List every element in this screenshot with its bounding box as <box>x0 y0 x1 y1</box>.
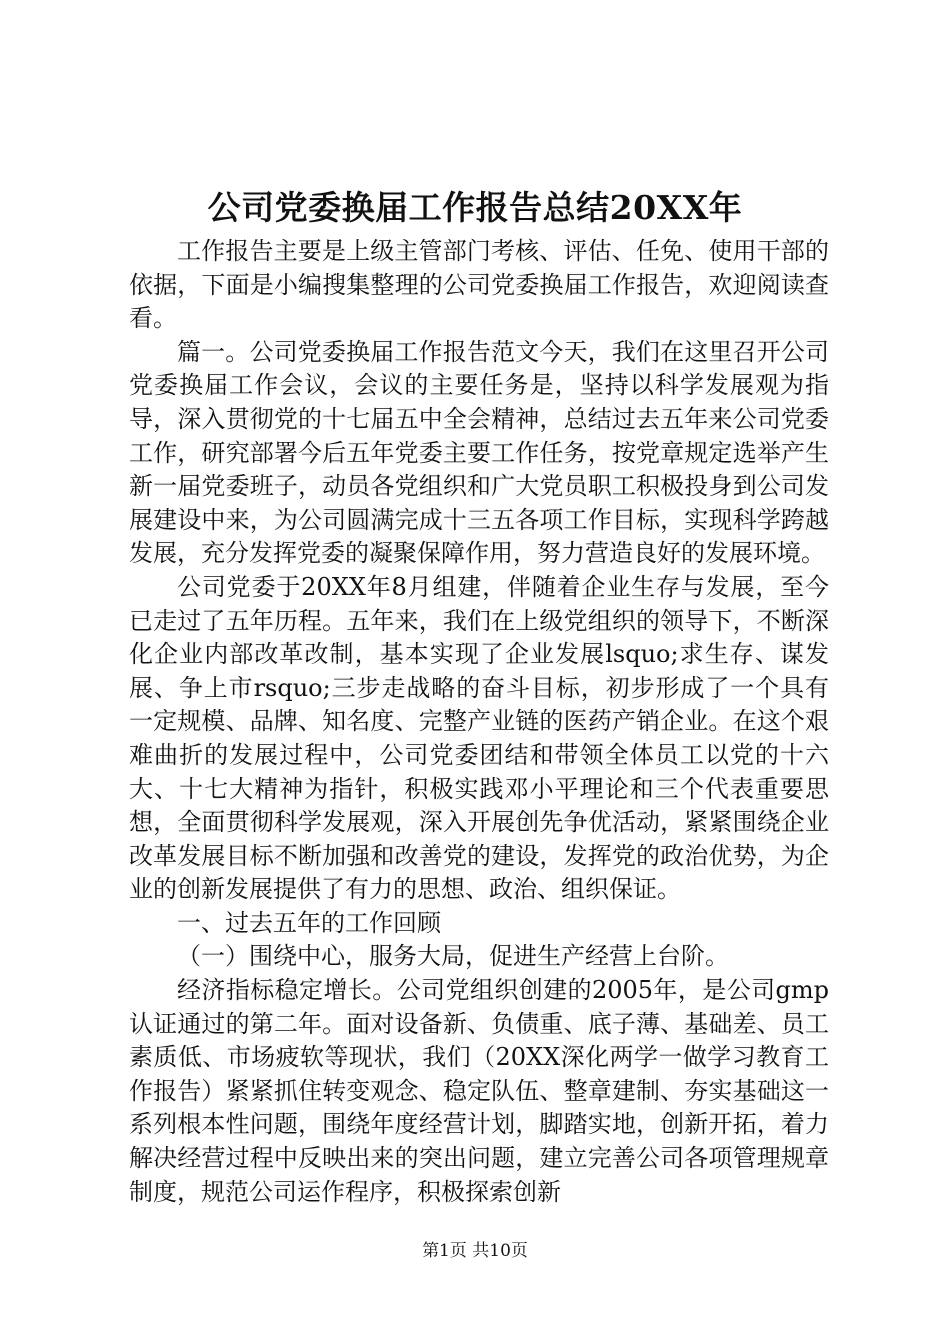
document-title: 公司党委换届工作报告总结20XX年 <box>207 188 743 227</box>
paragraph-history: 公司党委于20XX年8月组建，伴随着企业生存与发展，至今已走过了五年历程。五年来，我们在上级党组织的领导下，不断深化企业内部改革改制，基本实现了企业发展lsquo;求生存、谋发展、争上市rsquo;三步走战略的奋斗目标，初步形成了一个具有一定规模、品牌、知名度、完整产业链的医药产销企业。在这个艰难曲折的发展过程中，公司党委团结和带领全体员工以党的十六大、十七大精神为指针，积极实践邓小平理论和三个代表重要思想，全面贯彻科学发展观，深入开展创先争优活动，紧紧围绕企业改革发展目标不断加强和改善党的建设，发挥党的政治优势，为企业的创新发展提供了有力的思想、政治、组织保证。 <box>129 572 829 904</box>
section-heading: 一、过去五年的工作回顾 <box>177 908 441 937</box>
paragraph-economic: 经济指标稳定增长。公司党组织创建的2005年，是公司gmp认证通过的第二年。面对设备新、负债重、底子薄、基础差、员工素质低、市场疲软等现状，我们（20XX深化两学一做学习教育工作报告）紧紧抓住转变观念、稳定队伍、整章建制、夯实基础这一系列根本性问题，围绕年度经营计划，脚踏实地，创新开拓，着力解决经营过程中反映出来的突出问题，建立完善公司各项管理规章制度，规范公司运作程序，积极探索创新 <box>129 976 829 1206</box>
paragraph-intro: 工作报告主要是上级主管部门考核、评估、任免、使用干部的依据，下面是小编搜集整理的公司党委换届工作报告，欢迎阅读查看。 <box>129 237 829 333</box>
document-body <box>129 235 829 1209</box>
subsection-heading: （一）围绕中心，服务大局，促进生产经营上台阶。 <box>177 942 729 971</box>
paragraph-part-one: 篇一。公司党委换届工作报告范文今天，我们在这里召开公司党委换届工作会议，会议的主要任务是，坚持以科学发展观为指导，深入贯彻党的十七届五中全会精神，总结过去五年来公司党委工作，研究部署今后五年党委主要工作任务，按党章规定选举产生新一届党委班子，动员各党组织和广大党员职工积极投身到公司发展建设中来，为公司圆满完成十三五各项工作目标，实现科学跨越发展，充分发挥党委的凝聚保障作用，努力营造良好的发展环境。 <box>129 337 829 568</box>
page-footer: 第1页 共10页 <box>422 1241 528 1261</box>
